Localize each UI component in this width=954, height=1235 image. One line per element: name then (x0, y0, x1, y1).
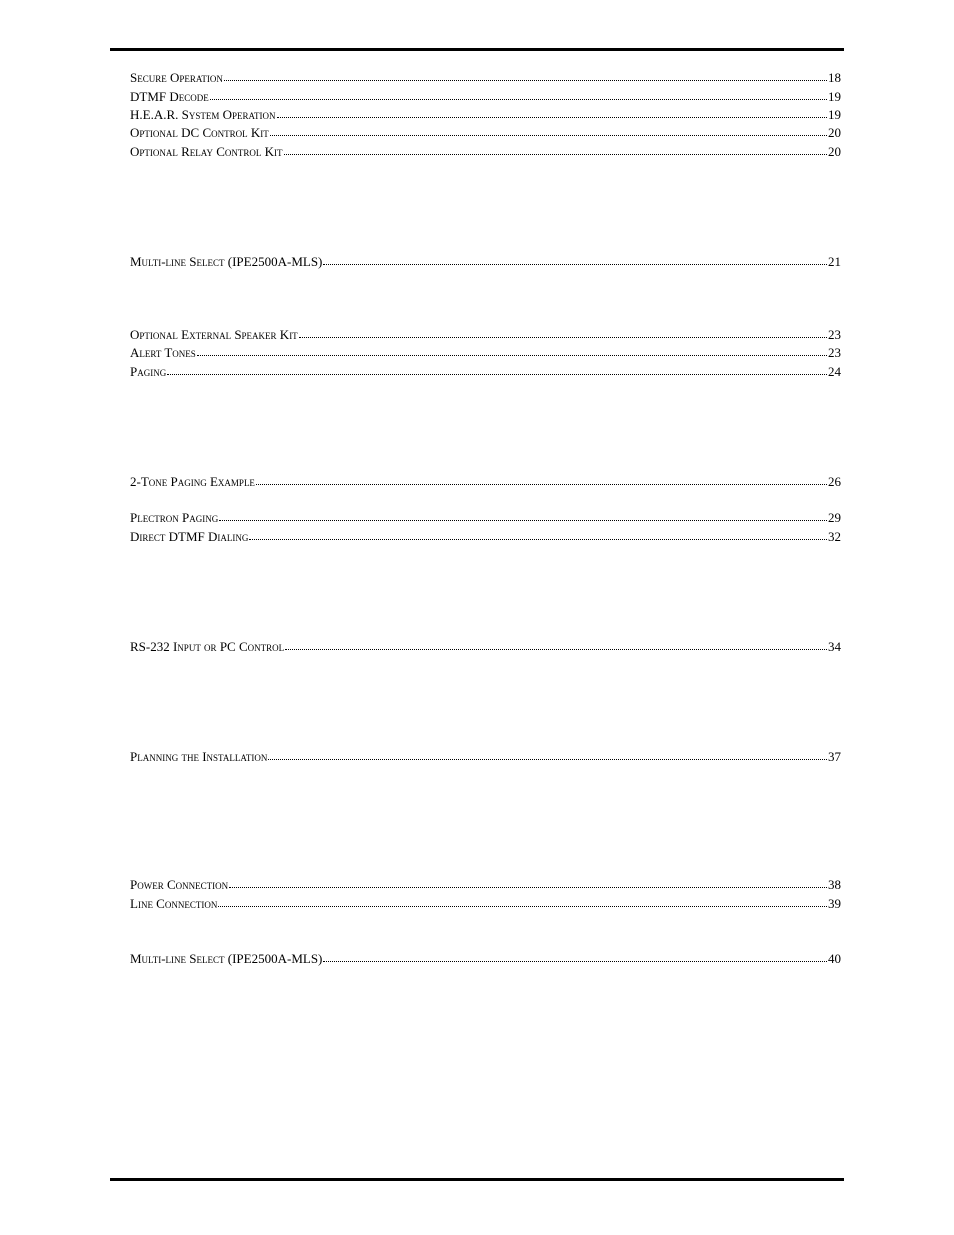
toc-entry[interactable] (130, 896, 841, 912)
dot-leader (285, 639, 827, 651)
dot-leader (270, 125, 827, 137)
toc-entry-title: H.E.A.R. System Operation (130, 107, 276, 122)
toc-entry-page: 23 (828, 345, 841, 360)
toc-entry-title: 2-Tone Paging Example (130, 474, 255, 489)
toc-entry[interactable] (130, 474, 841, 490)
toc-entry-page: 34 (828, 639, 841, 654)
dot-leader (323, 951, 827, 963)
toc-entry-page: 26 (828, 474, 841, 489)
toc-entry-title: Planning the Installation (130, 749, 268, 764)
toc-entry[interactable] (130, 144, 841, 160)
dot-leader (268, 749, 827, 761)
toc-entry[interactable] (130, 529, 841, 545)
toc-entry-title: Optional External Speaker Kit (130, 327, 298, 342)
dot-leader (249, 529, 827, 541)
dot-leader (219, 510, 827, 522)
dot-leader (167, 364, 827, 376)
toc-entry[interactable] (130, 510, 841, 526)
toc-entry-page: 40 (828, 951, 841, 966)
dot-leader (224, 70, 827, 82)
dot-leader (229, 877, 827, 889)
toc-entry-title: Paging (130, 364, 167, 379)
toc-entry-title: Plectron Paging (130, 510, 219, 525)
toc-entry[interactable] (130, 107, 841, 123)
toc-entry-page: 20 (828, 125, 841, 140)
toc-entry-title: Alert Tones (130, 345, 196, 360)
toc-entry-title: Multi-line Select (IPE2500A-MLS) (130, 951, 323, 966)
toc-entry[interactable] (130, 639, 841, 655)
toc-entry-page: 37 (828, 749, 841, 764)
dot-leader (210, 89, 827, 101)
toc-entry[interactable] (130, 125, 841, 141)
toc-entry-page: 24 (828, 364, 841, 379)
dot-leader (277, 107, 827, 119)
dot-leader (299, 327, 827, 339)
toc-entry[interactable] (130, 364, 841, 380)
bottom-rule (110, 1178, 844, 1181)
toc-entry[interactable] (130, 89, 841, 105)
toc-entry-page: 20 (828, 144, 841, 159)
toc-entry[interactable] (130, 345, 841, 361)
toc-entry-page: 19 (828, 107, 841, 122)
toc-entry-page: 18 (828, 70, 841, 85)
toc-entry[interactable] (130, 327, 841, 343)
toc-entry[interactable] (130, 877, 841, 893)
table-of-contents (130, 0, 841, 1235)
toc-entry-title: Multi-line Select (IPE2500A-MLS) (130, 254, 323, 269)
dot-leader (218, 896, 827, 908)
toc-entry-page: 23 (828, 327, 841, 342)
toc-entry-page: 19 (828, 89, 841, 104)
toc-entry-page: 21 (828, 254, 841, 269)
toc-entry-title: Optional DC Control Kit (130, 125, 269, 140)
toc-entry-page: 38 (828, 877, 841, 892)
toc-entry-title: Secure Operation (130, 70, 223, 85)
toc-entry[interactable] (130, 951, 841, 967)
toc-entry[interactable] (130, 70, 841, 86)
toc-entry-title: Line Connection (130, 896, 218, 911)
toc-entry-page: 29 (828, 510, 841, 525)
toc-entry-page: 32 (828, 529, 841, 544)
toc-entry[interactable] (130, 254, 841, 270)
toc-entry-title: RS-232 Input or PC Control (130, 639, 285, 654)
dot-leader (284, 144, 827, 156)
dot-leader (197, 345, 827, 357)
dot-leader (256, 474, 827, 486)
toc-entry-title: Direct DTMF Dialing (130, 529, 249, 544)
toc-entry-title: Power Connection (130, 877, 229, 892)
dot-leader (323, 254, 827, 266)
toc-entry-title: Optional Relay Control Kit (130, 144, 283, 159)
toc-entry-title: DTMF Decode (130, 89, 209, 104)
toc-entry-page: 39 (828, 896, 841, 911)
toc-entry[interactable] (130, 749, 841, 765)
